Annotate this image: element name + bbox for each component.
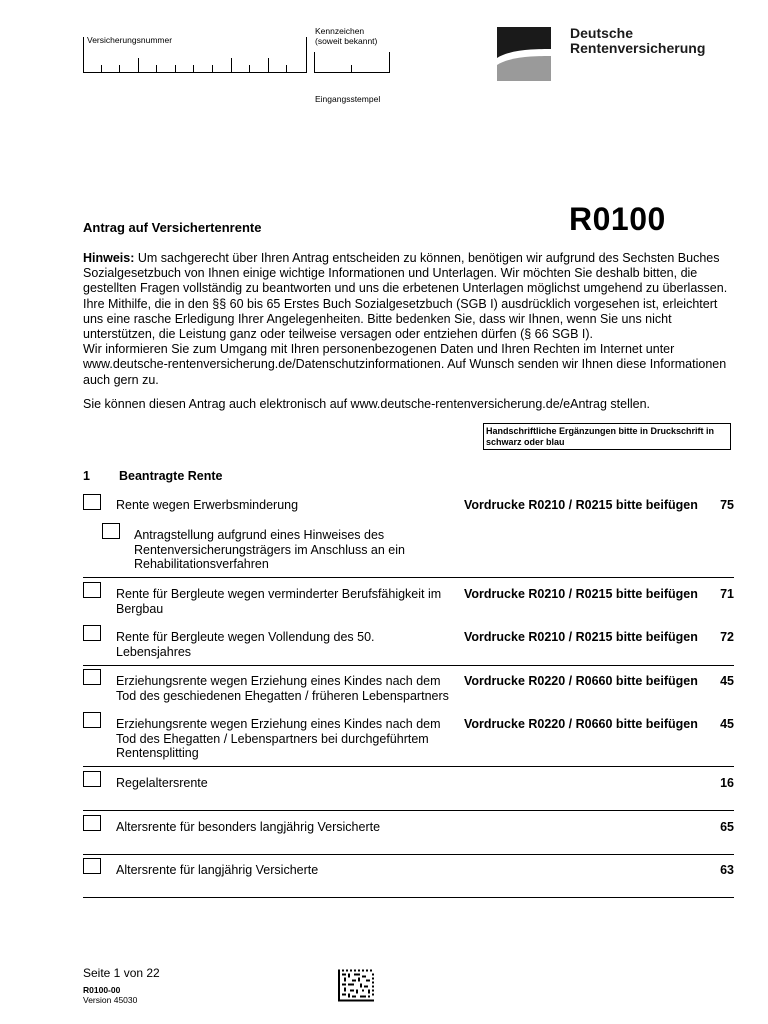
insurance-number-field[interactable] xyxy=(83,37,307,73)
option-code: 16 xyxy=(720,776,734,790)
divider xyxy=(83,665,734,666)
insurance-number-label: Versicherungsnummer xyxy=(87,35,173,45)
section-number: 1 xyxy=(83,469,90,483)
divider xyxy=(83,897,734,898)
drv-logo-icon xyxy=(497,27,551,81)
option-label: Rente für Bergleute wegen Vollendung des 50. Lebensjahres xyxy=(116,630,375,659)
option-note: Vordrucke R0220 / R0660 bitte beifügen xyxy=(464,717,698,731)
option-label: Altersrente für besonders langjährig Versicherte xyxy=(116,820,381,834)
page-number: Seite 1 von 22 xyxy=(83,966,160,980)
section-title: Beantragte Rente xyxy=(119,469,223,483)
option-note: Vordrucke R0210 / R0215 bitte beifügen xyxy=(464,587,698,601)
option-note: Vordrucke R0210 / R0215 bitte beifügen xyxy=(464,630,698,644)
divider xyxy=(83,766,734,767)
option-checkbox[interactable] xyxy=(83,712,101,728)
divider xyxy=(83,854,734,855)
intro-text xyxy=(83,251,735,388)
option-label: Altersrente für langjährig Versicherte xyxy=(116,863,319,877)
option-note: Vordrucke R0220 / R0660 bitte beifügen xyxy=(464,674,698,688)
option-checkbox[interactable] xyxy=(83,669,101,685)
option-code: 72 xyxy=(720,630,734,644)
handwriting-note: Handschriftliche Ergänzungen bitte in Druckschrift in schwarz oder blau xyxy=(483,423,731,450)
option-label: Rente für Bergleute wegen verminderter Berufsfähigkeit im Bergbau xyxy=(116,587,442,616)
receipt-stamp-label: Eingangsstempel xyxy=(315,94,381,104)
option-code: 63 xyxy=(720,863,734,877)
privacy-paragraph: Wir informieren Sie zum Umgang mit Ihren personenbezogenen Daten und Ihren Rechten im Internet unter www.deutsche-rentenversicherung.de/Datenschutzinformationen. Auf Wunsch senden wir Ihnen diese Informationen auch gern zu. xyxy=(83,342,727,387)
option-label: Erziehungsrente wegen Erziehung eines Kindes nach dem Tod des geschiedenen Ehegatten / früheren Lebenspartners xyxy=(116,674,449,703)
option-label: Antragstellung aufgrund eines Hinweises des Rentenversicherungsträgers im Anschluss an ein Rehabilitationsverfahren xyxy=(134,528,405,572)
datamatrix-barcode-icon xyxy=(338,969,374,1002)
form-version: Version 45030 xyxy=(83,995,138,1005)
indicator-field[interactable] xyxy=(314,52,390,73)
hint-text: Um sachgerecht über Ihren Antrag entscheiden zu können, benötigen wir aufgrund des Sechsten Buches Sozialgesetzbuch von Ihnen einige wichtige Informationen und Unterlagen. Wir möchten Sie deshalb bitten, die gestellten Fragen vollständig zu beantworten und uns die erbetenen Unterlagen möglichst umgehend zu überlassen. Ihre Mithilfe, die in den §§ 60 bis 65 Erstes Buch Sozialgesetzbuch (SGB I) ausdrücklich vorgesehen ist, erleichtert uns eine rasche Erledigung Ihrer Angelegenheiten. Bitte bedenken Sie, dass wir Ihnen, wenn Sie uns nicht unterstützen, die Leistung ganz oder teilweise versagen oder entziehen dürfen (§ 66 SGB I). xyxy=(83,251,728,342)
option-code: 75 xyxy=(720,498,734,512)
indicator-label: Kennzeichen (soweit bekannt) xyxy=(315,26,378,46)
option-checkbox[interactable] xyxy=(102,523,120,539)
option-label: Rente wegen Erwerbsminderung xyxy=(116,498,299,512)
logo-wordmark: Deutsche Rentenversicherung xyxy=(570,25,706,56)
hint-paragraph xyxy=(83,251,735,342)
option-checkbox[interactable] xyxy=(83,625,101,641)
form-id: R0100-00 xyxy=(83,985,121,995)
option-checkbox[interactable] xyxy=(83,858,101,874)
option-code: 45 xyxy=(720,717,734,731)
divider xyxy=(83,810,734,811)
option-checkbox[interactable] xyxy=(83,582,101,598)
option-checkbox[interactable] xyxy=(83,771,101,787)
option-note: Vordrucke R0210 / R0215 bitte beifügen xyxy=(464,498,698,512)
option-label: Regelaltersrente xyxy=(116,776,208,790)
hint-label: Hinweis: xyxy=(83,251,135,265)
form-title: Antrag auf Versichertenrente xyxy=(83,220,262,235)
option-label: Erziehungsrente wegen Erziehung eines Kindes nach dem Tod des Ehegatten / Lebenspartners bei durchgeführtem Rentensplitting xyxy=(116,717,441,761)
efile-text: Sie können diesen Antrag auch elektronisch auf www.deutsche-rentenversicherung.de/eAntrag stellen. xyxy=(83,397,651,411)
option-code: 45 xyxy=(720,674,734,688)
option-checkbox[interactable] xyxy=(83,494,101,510)
option-code: 65 xyxy=(720,820,734,834)
option-checkbox[interactable] xyxy=(83,815,101,831)
divider xyxy=(83,577,734,578)
option-code: 71 xyxy=(720,587,734,601)
form-code: R0100 xyxy=(569,201,666,237)
